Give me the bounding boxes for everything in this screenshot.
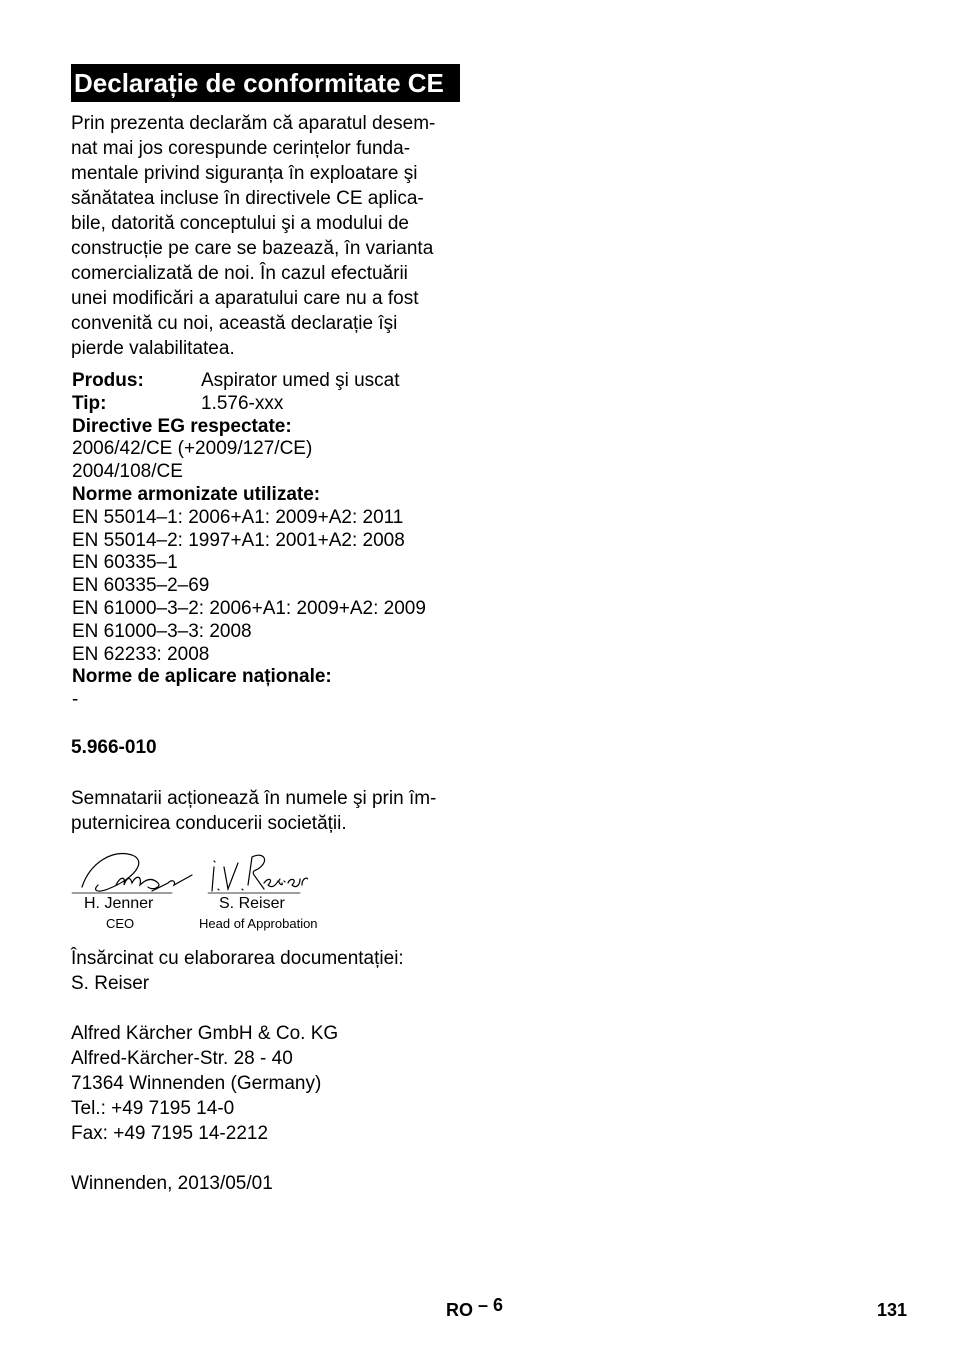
national-value: - (72, 689, 79, 711)
signature-jenner (82, 854, 192, 891)
footer-section-page: 6 (493, 1295, 504, 1315)
intro-line: mentale privind siguranța în exploatare şi (71, 163, 418, 184)
footer-dash: – (478, 1295, 489, 1315)
reference-number: 5.966-010 (71, 737, 157, 758)
intro-line: sănătatea incluse în directivele CE aplica- (71, 188, 424, 209)
harmonized-item: EN 55014–1: 2006+A1: 2009+A2: 2011 (72, 506, 404, 528)
directives-label: Directive EG respectate: (72, 415, 292, 437)
address-line: Tel.: +49 7195 14-0 (71, 1098, 235, 1119)
product-label: Produs: (72, 370, 144, 391)
type-label: Tip: (72, 392, 107, 414)
documentation-name: S. Reiser (71, 973, 150, 994)
signatories-line: Semnatarii acționează în numele şi prin îm- (71, 788, 437, 809)
signatories-line: puternicirea conducerii societății. (71, 813, 347, 834)
signatory-name: H. Jenner (84, 895, 154, 912)
footer-section (446, 1295, 504, 1321)
directive-item: 2004/108/CE (72, 461, 183, 483)
product-row (72, 370, 426, 393)
type-row (72, 393, 426, 416)
signatory-role: Head of Approbation (199, 916, 318, 931)
signature-reiser (212, 855, 308, 891)
national-label: Norme de aplicare naționale: (72, 666, 332, 688)
address-line: Fax: +49 7195 14-2212 (71, 1123, 269, 1144)
harmonized-item: EN 55014–2: 1997+A1: 2001+A2: 2008 (72, 529, 405, 551)
directive-item: 2006/42/CE (+2009/127/CE) (72, 438, 313, 460)
harmonized-item: EN 60335–1 (72, 552, 178, 574)
type-value: 1.576-xxx (201, 392, 284, 414)
place-date: Winnenden, 2013/05/01 (71, 1173, 273, 1194)
harmonized-item: EN 62233: 2008 (72, 643, 210, 665)
intro-line: pierde valabilitatea. (71, 338, 235, 359)
intro-paragraph (71, 111, 435, 361)
product-value: Aspirator umed şi uscat (201, 370, 400, 391)
intro-line: construcție pe care se bazează, în varianta (71, 238, 434, 259)
intro-line: comercializată de noi. În cazul efectuării (71, 263, 408, 284)
harmonized-item: EN 61000–3–3: 2008 (72, 620, 252, 642)
footer-language: RO (446, 1300, 473, 1320)
page-title: Declarație de conformitate CE (71, 64, 460, 102)
harmonized-item: EN 60335–2–69 (72, 575, 210, 597)
harmonized-item: EN 61000–3–2: 2006+A1: 2009+A2: 2009 (72, 597, 426, 619)
company-address (71, 1021, 338, 1146)
intro-line: Prin prezenta declarăm că aparatul desem- (71, 113, 436, 134)
documentation-label: Însărcinat cu elaborarea documentației: (71, 948, 404, 969)
signatory-name: S. Reiser (219, 895, 285, 912)
address-line: 71364 Winnenden (Germany) (71, 1073, 322, 1094)
page-number: 131 (877, 1300, 908, 1320)
address-line: Alfred Kärcher GmbH & Co. KG (71, 1023, 339, 1044)
signatory-role: CEO (106, 916, 135, 931)
signatories-paragraph (71, 786, 436, 836)
documentation-block (71, 946, 404, 996)
address-line: Alfred-Kärcher-Str. 28 - 40 (71, 1048, 293, 1069)
intro-line: bile, datorită conceptului şi a modului de (71, 213, 409, 234)
intro-line: nat mai jos corespunde cerințelor funda- (71, 138, 411, 159)
intro-line: convenită cu noi, această declarație îşi (71, 313, 398, 334)
declaration-details (72, 370, 426, 712)
harmonized-label: Norme armonizate utilizate: (72, 483, 321, 505)
intro-line: unei modificări a aparatului care nu a fost (71, 288, 419, 309)
